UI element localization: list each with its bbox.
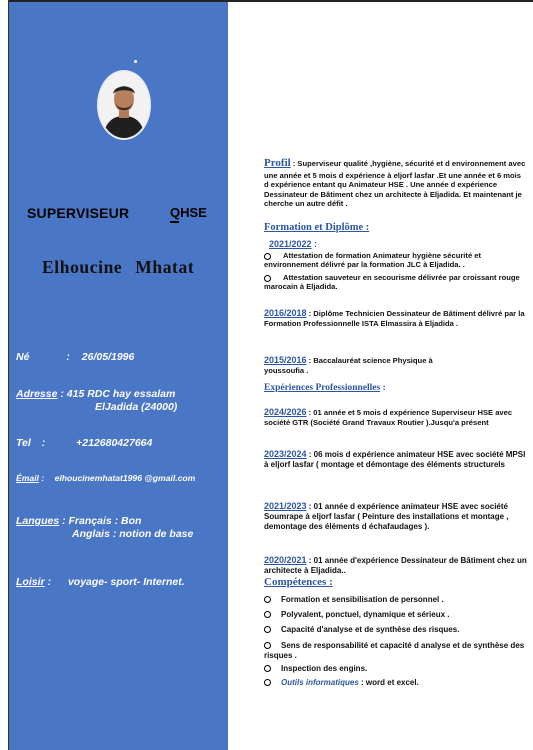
email-link[interactable]: elhoucinemhatat1996 @gmail.com xyxy=(54,473,196,483)
profile-title: Profil xyxy=(264,157,291,169)
experience-entry: 2021/2023 : 01 année d expérience animateur HSE avec société Soumrape à eljorf lasfar ( Peinture des installations et montage , demontage des éléments d échafaudages ). xyxy=(264,501,509,532)
bullet-icon xyxy=(264,665,271,672)
job-title-suffix: QHSE xyxy=(170,205,207,223)
formation-entry: 2015/2016 : Baccalauréat science Physique à youssoufia . xyxy=(264,355,433,376)
bullet-icon xyxy=(264,275,271,282)
candidate-name: Elhoucine Mhatat xyxy=(42,257,195,277)
formation-bullet: Attestation sauveteur en secourisme délivrée par croissant rouge marocain à Eljadida. xyxy=(264,273,520,292)
tel-row: Tel : +212680427664 xyxy=(16,437,153,449)
experience-title: Expériences Professionnelles : xyxy=(264,383,386,393)
avatar xyxy=(97,70,151,140)
address-line-2: ElJadida (24000) xyxy=(95,401,178,413)
skill-item: Polyvalent, ponctuel, dynamique et sérieux . xyxy=(264,610,450,619)
experience-entry: 2023/2024 : 06 mois d expérience animateur HSE avec société MPSI à eljorf lasfar ( montage et démontage des éléments structurels xyxy=(264,449,526,470)
experience-entry: 2024/2026 : 01 année et 5 mois d expérience Superviseur HSE avec société GTR (Société Grand Travaux Routier ).Jusqu'a présent xyxy=(264,407,513,428)
birth-row: Né : 26/05/1996 xyxy=(16,351,135,363)
skill-item: Capacité d'analyse et de synthèse des risques. xyxy=(264,625,459,634)
profile-text: : Superviseur qualité ,hygiène, sécurité et d environnement avec une année et 5 mois d expérience à eljorf lasfar .Et une année et 6 mois d expérience entant qu Animateur HSE . Une année d expérience Dessinateur de Bâtiment chez un architecte à Eljadida. Et maintenant je cherche un autre défit . xyxy=(264,159,526,209)
bullet-icon xyxy=(264,679,271,686)
skill-item: Outils informatiques : word et excel. xyxy=(264,678,419,687)
bullet-icon xyxy=(264,642,271,649)
hobby-row: Loisir : voyage- sport- Internet. xyxy=(16,576,185,588)
formation-entry: 2016/2018 : Diplôme Technicien Dessinateur de Bâtiment délivré par la Formation Professionnelle ISTA Elmassira à Eljadida . xyxy=(264,308,525,329)
bullet-icon xyxy=(264,596,271,603)
job-title: SUPERVISEUR xyxy=(27,205,130,221)
languages-line-2: Anglais : notion de base xyxy=(72,528,194,540)
formation-entry: 2021/2022 : xyxy=(269,239,318,249)
experience-entry: 2020/2021 : 01 année d'expérience Dessinateur de Bâtiment chez un architecte à Eljadida.. xyxy=(264,555,527,576)
bullet-icon xyxy=(264,611,271,618)
formation-bullet: Attestation de formation Animateur hygiène sécurité et environnement délivré par la formation JLC à Eljadida. . xyxy=(264,251,482,270)
languages-row: Langues : Français : Bon xyxy=(16,515,142,527)
skill-item: Sens de responsabilité et capacité d analyse et de synthèse des risques . xyxy=(264,641,525,660)
decorative-dot xyxy=(134,60,137,63)
skill-item: Inspection des engins. xyxy=(264,664,367,673)
bullet-icon xyxy=(264,626,271,633)
profile-section xyxy=(264,157,527,209)
email-row: Émail : elhoucinemhatat1996 @gmail.com xyxy=(16,473,196,483)
skills-title: Compétences : xyxy=(264,576,333,588)
skill-item: Formation et sensibilisation de personnel . xyxy=(264,595,444,604)
address-row: Adresse : 415 RDC hay essalam xyxy=(16,388,176,400)
formation-title: Formation et Diplôme : xyxy=(264,222,370,233)
bullet-icon xyxy=(264,253,271,260)
